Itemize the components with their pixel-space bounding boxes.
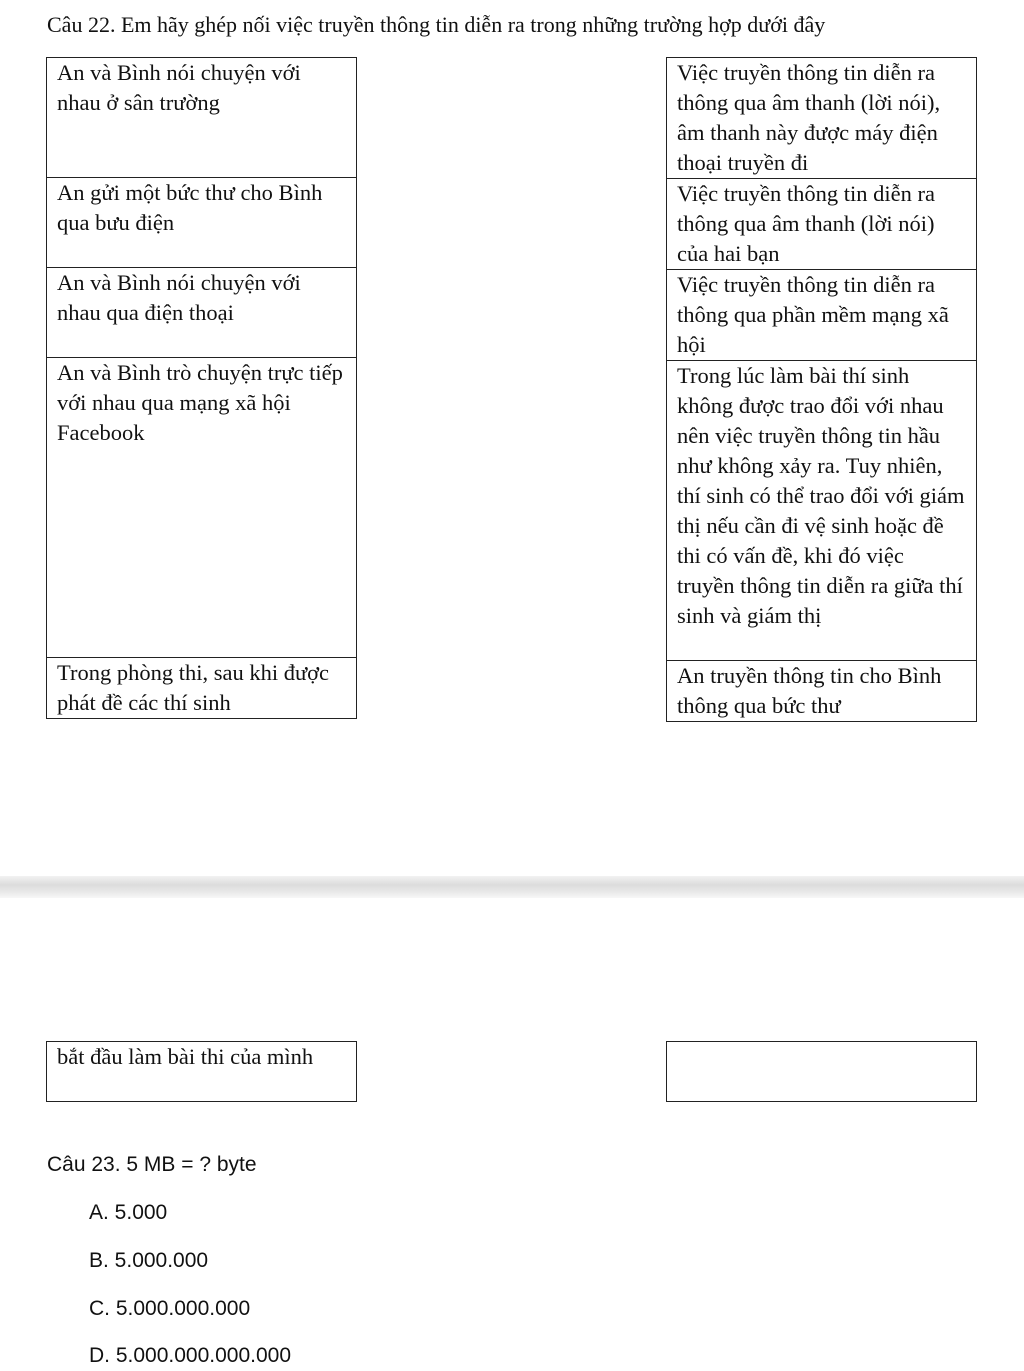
right-item-3: Việc truyền thông tin diễn ra thông qua phần mềm mạng xã hội (667, 270, 977, 361)
matching-table-right (666, 57, 977, 722)
option-b: B. 5.000.000 (89, 1249, 209, 1272)
right-item-4: Trong lúc làm bài thí sinh không được trao đổi với nhau nên việc truyền thông tin hầu như không xảy ra. Tuy nhiên, thí sinh có thể trao đổi với giám thị nếu cần đi vệ sinh hoặc đề thi có vấn đề, khi đó việc truyền thông tin diễn ra giữa thí sinh và giám thị (667, 361, 977, 661)
right-item-2: Việc truyền thông tin diễn ra thông qua âm thanh (lời nói) của hai bạn (667, 179, 977, 270)
question-22-title: Câu 22. Em hãy ghép nối việc truyền thông tin diễn ra trong những trường hợp dưới đây (47, 12, 826, 37)
question-23-title: Câu 23. 5 MB = ? byte (47, 1153, 257, 1176)
left-item-1: An và Bình nói chuyện với nhau ở sân trường (47, 58, 357, 178)
left-item-5-continued: bắt đầu làm bài thi của mình (47, 1042, 357, 1102)
option-d: D. 5.000.000.000.000 (89, 1344, 292, 1367)
left-item-5: Trong phòng thi, sau khi được phát đề các thí sinh (47, 658, 357, 719)
right-item-1: Việc truyền thông tin diễn ra thông qua âm thanh (lời nói), âm thanh này được máy điện thoại truyền đi (667, 58, 977, 179)
left-item-4: An và Bình trò chuyện trực tiếp với nhau qua mạng xã hội Facebook (47, 358, 357, 658)
matching-table-left-continued (46, 1041, 357, 1102)
option-c: C. 5.000.000.000 (89, 1297, 251, 1320)
right-item-5-continued (667, 1042, 977, 1102)
left-item-3: An và Bình nói chuyện với nhau qua điện thoại (47, 268, 357, 358)
option-a: A. 5.000 (89, 1201, 168, 1224)
right-item-5: An truyền thông tin cho Bình thông qua bức thư (667, 661, 977, 722)
matching-table-left (46, 57, 357, 719)
matching-table-right-continued (666, 1041, 977, 1102)
page-break-divider (0, 876, 1024, 898)
left-item-2: An gửi một bức thư cho Bình qua bưu điện (47, 178, 357, 268)
